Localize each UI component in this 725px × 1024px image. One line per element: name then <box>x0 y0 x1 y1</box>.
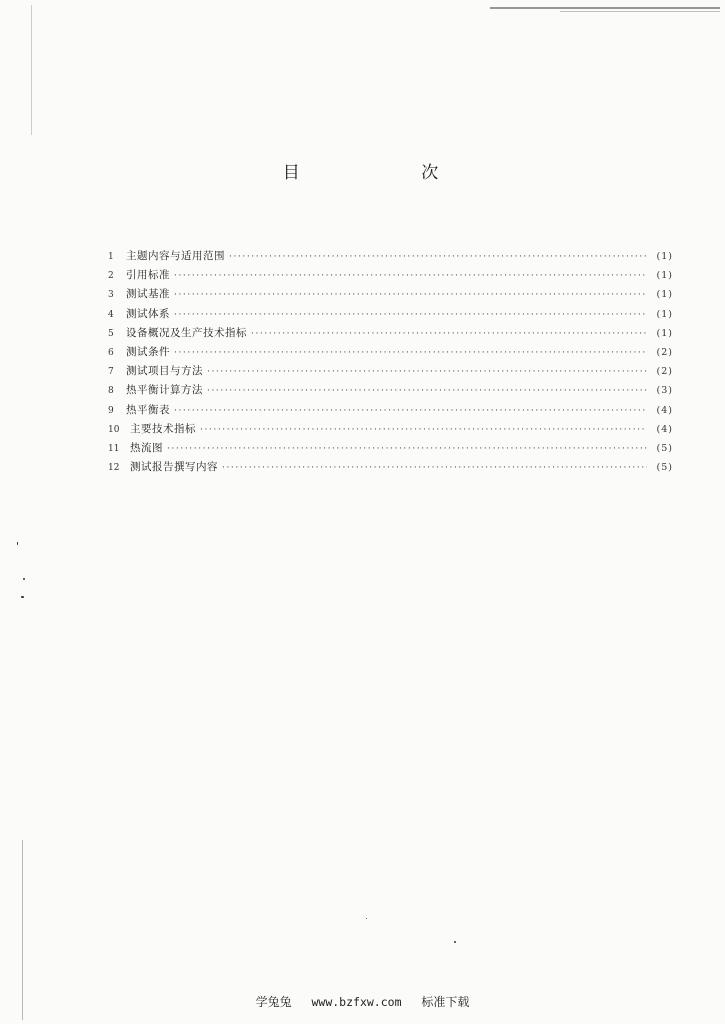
toc-dot-leader <box>174 402 647 421</box>
toc-dot-leader <box>174 344 647 363</box>
toc-entry <box>108 381 673 400</box>
toc-entry <box>108 458 673 477</box>
toc-entry-page: (5) <box>656 442 673 454</box>
toc-entry-label: 测试条件 <box>126 345 170 358</box>
toc-entry <box>108 439 673 458</box>
toc-dot-leader <box>200 421 647 440</box>
toc-entry-page: (1) <box>656 251 673 262</box>
toc-entry-label: 热流图 <box>130 441 163 454</box>
toc-entry-label: 引用标准 <box>126 269 170 282</box>
toc-entry-label: 测试基准 <box>126 288 170 301</box>
toc-entry-number: 3 <box>108 290 114 301</box>
toc-entry-label: 热平衡表 <box>126 403 170 416</box>
toc-entry <box>108 285 673 304</box>
toc-entry-label: 热平衡计算方法 <box>126 384 203 397</box>
footer-watermark <box>0 993 725 1010</box>
toc-entry-page: (1) <box>656 270 673 282</box>
toc-entry-label: 测试体系 <box>126 307 170 320</box>
toc-entry-page: (3) <box>656 385 673 397</box>
footer-tagline: 标准下载 <box>421 995 470 1009</box>
toc-entry <box>108 420 673 439</box>
toc-dot-leader <box>222 459 647 478</box>
toc-entry <box>108 401 673 420</box>
scan-artifact-line <box>560 11 720 12</box>
scan-speck <box>366 918 367 919</box>
toc-entry-number: 10 <box>108 424 120 435</box>
toc-entry-number: 9 <box>108 405 114 416</box>
toc-entry-label: 主要技术指标 <box>130 422 196 435</box>
toc-entry-page: (1) <box>656 289 673 301</box>
toc-entry-page: (5) <box>656 462 673 474</box>
scan-speck <box>23 578 25 580</box>
table-of-contents <box>108 247 673 477</box>
toc-entry <box>108 343 673 362</box>
toc-entry-number: 6 <box>108 347 114 358</box>
footer-url: www.bzfxw.com <box>311 995 402 1009</box>
toc-entry-label: 测试报告撰写内容 <box>130 461 218 474</box>
toc-dot-leader <box>174 267 647 286</box>
toc-entry-page: (2) <box>656 366 673 378</box>
toc-entry-label: 主题内容与适用范围 <box>126 250 225 262</box>
toc-entry-label: 测试项目与方法 <box>126 365 203 378</box>
toc-entry <box>108 247 673 266</box>
scan-speck <box>21 596 24 598</box>
scan-speck <box>454 941 456 943</box>
toc-entry <box>108 362 673 381</box>
scan-speck <box>17 542 18 545</box>
toc-entry-number: 1 <box>108 252 114 262</box>
footer-site-name: 学兔兔 <box>255 995 292 1009</box>
toc-dot-leader <box>251 325 647 344</box>
toc-entry-number: 5 <box>108 328 114 339</box>
toc-entry-page: (2) <box>656 346 673 358</box>
toc-entry-number: 4 <box>108 309 114 320</box>
toc-entry-number: 2 <box>108 271 114 282</box>
toc-dot-leader <box>229 248 647 267</box>
scan-artifact-line <box>490 7 720 9</box>
toc-entry-number: 8 <box>108 386 114 397</box>
toc-entry <box>108 266 673 285</box>
toc-entry-page: (4) <box>656 423 673 435</box>
toc-entry-page: (1) <box>656 308 673 320</box>
toc-entry-number: 11 <box>108 443 120 454</box>
toc-dot-leader <box>174 286 647 305</box>
toc-entry <box>108 305 673 324</box>
toc-entry-number: 7 <box>108 367 114 378</box>
toc-dot-leader <box>174 306 647 325</box>
toc-entry-label: 设备概况及生产技术指标 <box>126 326 247 339</box>
toc-dot-leader <box>207 382 647 401</box>
page-title: 目 次 <box>282 163 497 183</box>
toc-dot-leader <box>167 440 647 459</box>
toc-entry <box>108 324 673 343</box>
toc-entry-page: (4) <box>656 404 673 416</box>
toc-entry-number: 12 <box>108 463 120 474</box>
toc-dot-leader <box>207 363 647 382</box>
toc-entry-page: (1) <box>656 327 673 339</box>
scan-artifact-edge <box>31 5 32 135</box>
